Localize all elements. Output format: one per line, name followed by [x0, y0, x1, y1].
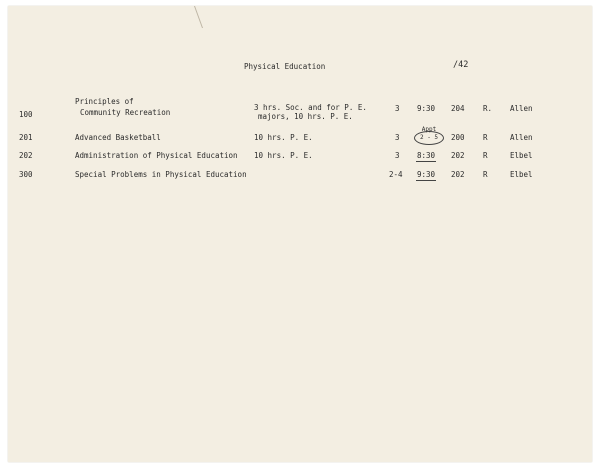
- course-days: R: [483, 151, 488, 160]
- time-annotation-line1: Appt: [421, 126, 437, 133]
- course-days: R: [483, 170, 488, 179]
- course-credits: 3: [395, 133, 400, 142]
- course-credits: 2-4: [389, 170, 403, 179]
- course-room: 202: [451, 151, 465, 160]
- document-page: [8, 6, 592, 462]
- course-number: 300: [19, 170, 33, 179]
- course-room: 204: [451, 104, 465, 113]
- course-prereq-line1: 10 hrs. P. E.: [254, 133, 313, 142]
- course-title-line1: Principles of: [75, 97, 134, 106]
- course-prereq-line1: 3 hrs. Soc. and for P. E.: [254, 103, 367, 112]
- page-number: /42: [453, 60, 469, 70]
- course-number: 100: [19, 110, 33, 119]
- course-number: 202: [19, 151, 33, 160]
- course-title-line1: Advanced Basketball: [75, 133, 161, 142]
- course-credits: 3: [395, 151, 400, 160]
- course-instructor: Elbel: [510, 151, 533, 160]
- course-time: 9:30: [417, 170, 436, 179]
- handwritten-underline: [416, 161, 436, 162]
- course-instructor: Elbel: [510, 170, 533, 179]
- course-prereq-line2: majors, 10 hrs. P. E.: [258, 112, 353, 121]
- course-room: 202: [451, 170, 465, 179]
- course-days: R.: [483, 104, 493, 113]
- course-days: R: [483, 133, 488, 142]
- course-title-line1: Special Problems in Physical Education: [75, 170, 247, 179]
- page-title: Physical Education: [244, 62, 326, 71]
- course-time: 9:30: [417, 104, 436, 113]
- course-credits: 3: [395, 104, 400, 113]
- course-title-line1: Administration of Physical Education: [75, 151, 238, 160]
- course-room: 200: [451, 133, 465, 142]
- paper-fold-mark: [194, 6, 233, 28]
- course-prereq-line1: 10 hrs. P. E.: [254, 151, 313, 160]
- handwritten-underline: [416, 180, 436, 181]
- time-annotation-line2: 2 - 5: [419, 134, 439, 141]
- course-instructor: Allen: [510, 104, 533, 113]
- course-title-line2: Community Recreation: [80, 108, 171, 117]
- course-instructor: Allen: [510, 133, 533, 142]
- course-time: 8:30: [417, 151, 436, 160]
- course-number: 201: [19, 133, 33, 142]
